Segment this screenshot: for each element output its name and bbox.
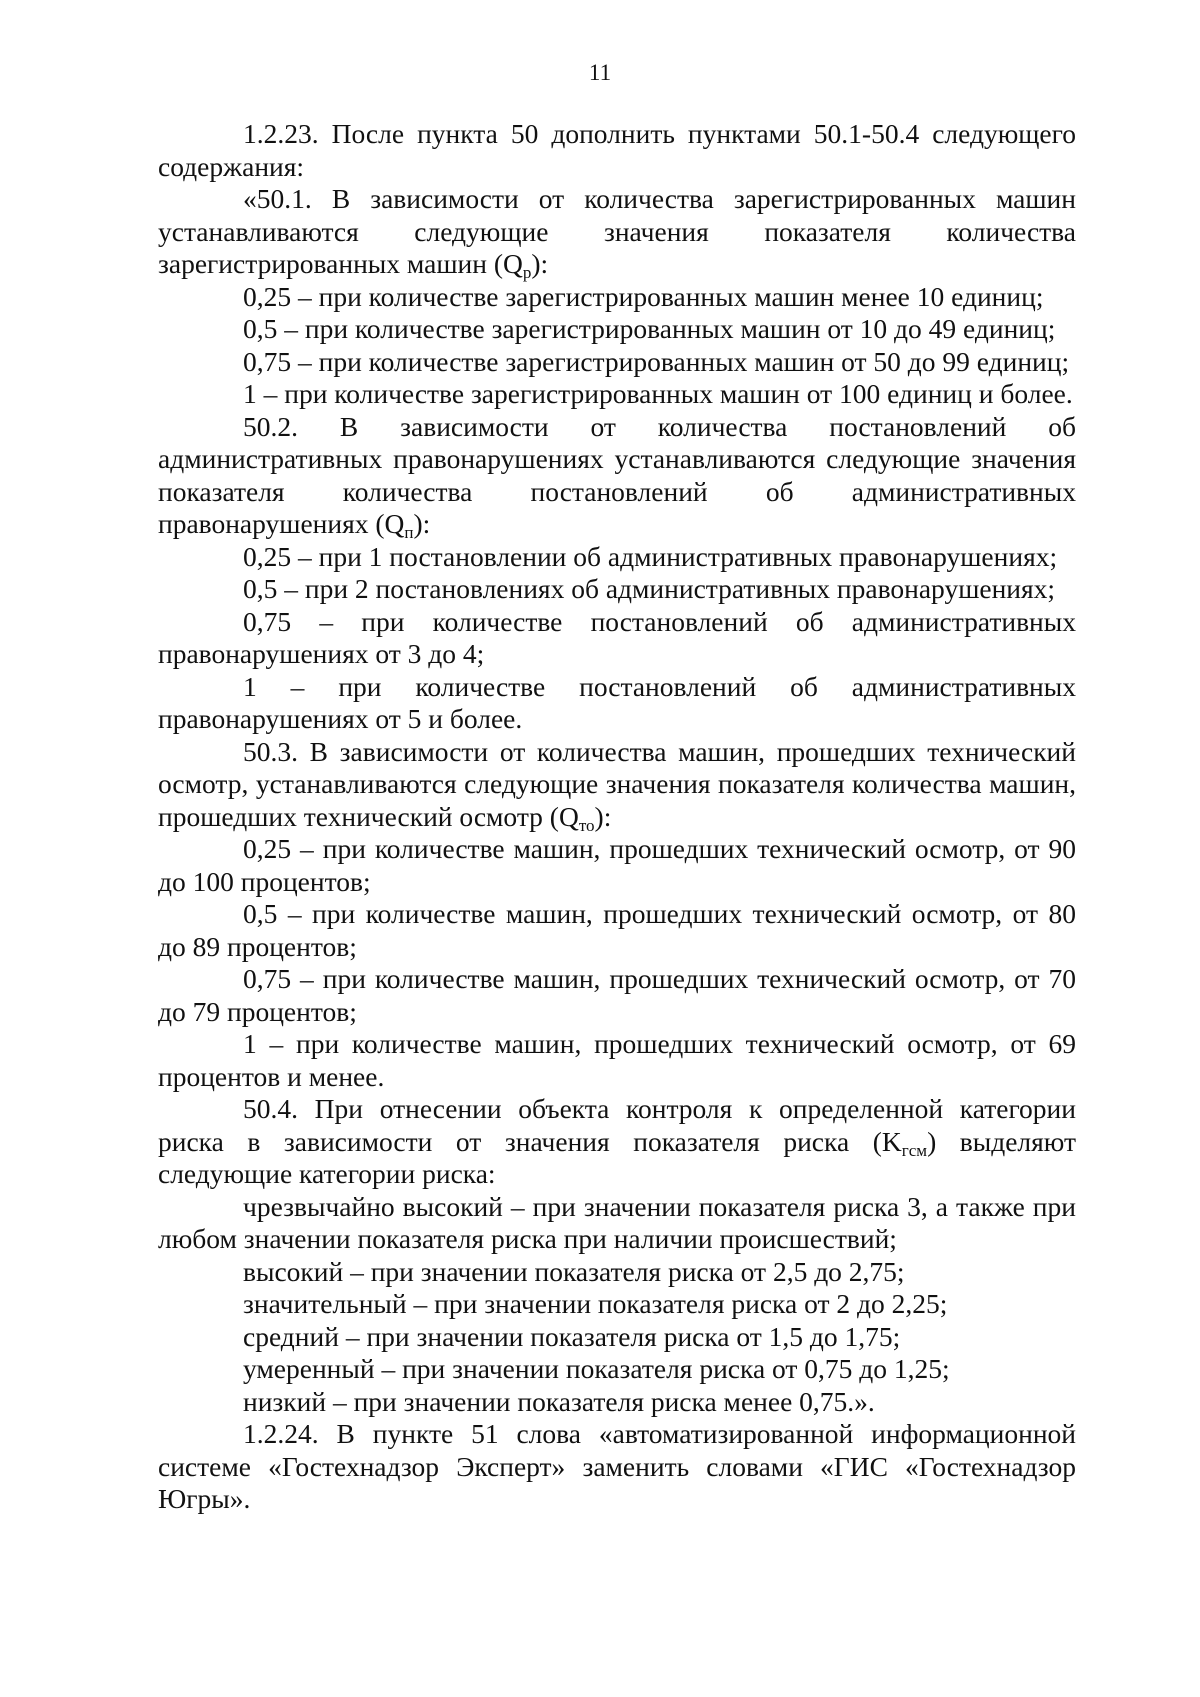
list-item: 0,75 – при количестве машин, прошедших технический осмотр, от 70 до 79 процентов; [158, 963, 1076, 1027]
list-item: 0,5 – при количестве машин, прошедших технический осмотр, от 80 до 89 процентов; [158, 898, 1076, 962]
list-item: 0,25 – при количестве зарегистрированных машин менее 10 единиц; [243, 280, 1044, 312]
document-body [158, 118, 1076, 1516]
paragraph-50-2-text: 50.2. В зависимости от количества постановлений об административных правонарушениях устанавливаются следующие значения показателя количества постановлений об административных правонарушениях (Q [158, 410, 1076, 539]
q-to-subscript: то [578, 815, 595, 835]
list-item: чрезвычайно высокий – при значении показателя риска 3, а также при любом значении показателя риска при наличии происшествий; [158, 1190, 1076, 1254]
list-item: 0,25 – при количестве машин, прошедших технический осмотр, от 90 до 100 процентов; [158, 833, 1076, 897]
list-item: 1 – при количестве машин, прошедших технический осмотр, от 69 процентов и менее. [158, 1028, 1076, 1092]
list-item: значительный – при значении показателя риска от 2 до 2,25; [243, 1288, 948, 1319]
paragraph-50-1 [158, 183, 1076, 281]
list-item: 0,5 – при 2 постановлениях об административных правонарушениях; [243, 573, 1056, 604]
k-gsm-subscript: гсм [901, 1140, 928, 1160]
paragraph-50-1-end: ): [531, 248, 549, 279]
paragraph-50-1-text: «50.1. В зависимости от количества зарегистрированных машин устанавливаются следующие значения показателя количества зарегистрированных машин (Q [158, 183, 1076, 279]
paragraph-50-3-end: ): [594, 800, 612, 832]
list-item: умеренный – при значении показателя риска от 0,75 до 1,25; [243, 1353, 950, 1384]
q-r-subscript: р [522, 263, 532, 283]
paragraph-50-3-text: 50.3. В зависимости от количества машин, прошедших технический осмотр, устанавливаются следующие значения показателя количества машин, прошедших технический осмотр (Q [158, 735, 1076, 832]
list-item: средний – при значении показателя риска от 1,5 до 1,75; [243, 1320, 901, 1352]
list-item: 0,25 – при 1 постановлении об административных правонарушениях; [243, 540, 1058, 572]
q-p-subscript: п [404, 523, 414, 543]
paragraph-50-4-end: ) выделяют следующие категории риска: [158, 1125, 1076, 1189]
paragraph-50-4-text: 50.4. При отнесении объекта контроля к определенной категории риска в зависимости от значения показателя риска (K [158, 1093, 1076, 1157]
paragraph-50-2-end: ): [413, 508, 431, 539]
list-item: 0,75 – при количестве постановлений об административных правонарушениях от 3 до 4; [158, 605, 1076, 669]
paragraph-50-2 [158, 411, 1076, 541]
list-item: 0,75 – при количестве зарегистрированных машин от 50 до 99 единиц; [243, 345, 1070, 377]
paragraph-50-4 [158, 1093, 1076, 1191]
paragraph-1-2-23: 1.2.23. После пункта 50 дополнить пунктами 50.1-50.4 следующего содержания: [158, 118, 1076, 182]
list-item: 1 – при количестве постановлений об административных правонарушениях от 5 и более. [158, 670, 1076, 734]
paragraph-1-2-24: 1.2.24. В пункте 51 слова «автоматизированной информационной системе «Гостехнадзор Эксперт» заменить словами «ГИС «Гостехнадзор Югры». [158, 1418, 1076, 1514]
list-item: высокий – при значении показателя риска от 2,5 до 2,75; [243, 1255, 905, 1287]
paragraph-50-3 [158, 736, 1076, 834]
list-item: 1 – при количестве зарегистрированных машин от 100 единиц и более. [243, 378, 1073, 409]
list-item: низкий – при значении показателя риска менее 0,75.». [243, 1385, 875, 1417]
page-number: 11 [588, 60, 612, 85]
list-item: 0,5 – при количестве зарегистрированных машин от 10 до 49 единиц; [243, 313, 1056, 344]
